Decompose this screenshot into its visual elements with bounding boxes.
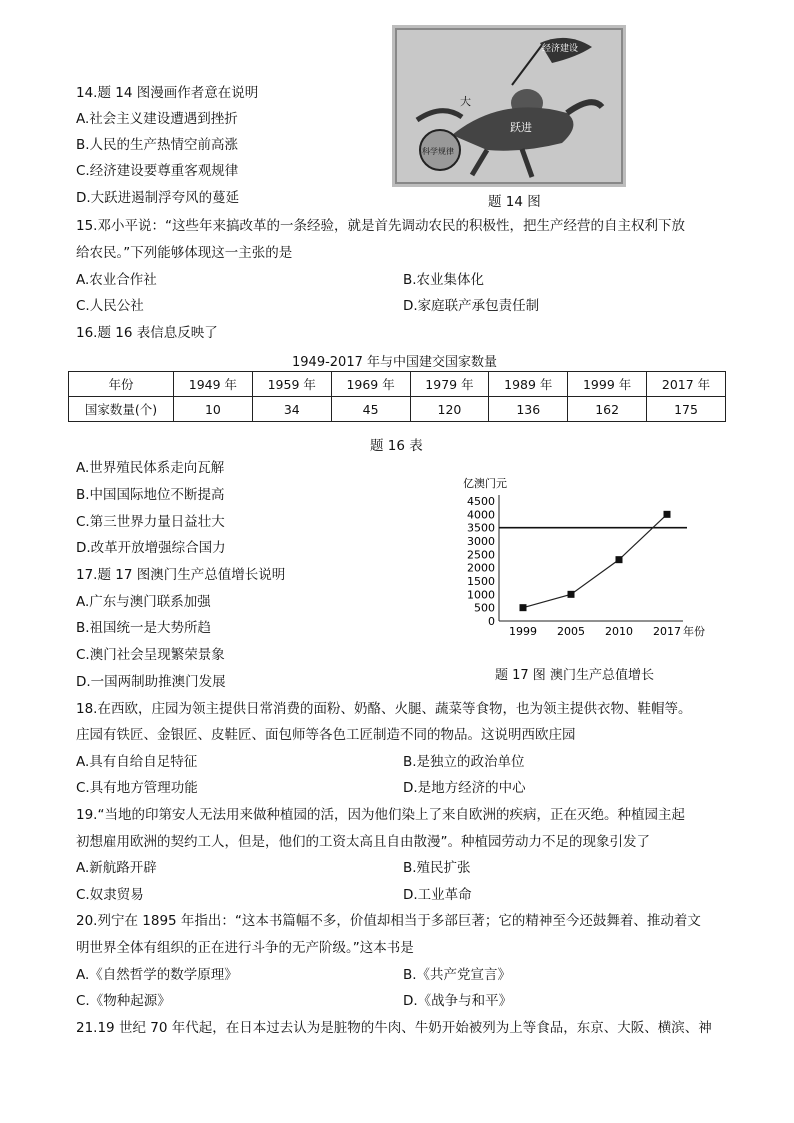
y-tick-label: 2500 — [467, 548, 495, 562]
data-point — [664, 511, 671, 518]
data-point — [616, 556, 623, 563]
q19-option-a: A.新航路开辟 — [76, 860, 157, 876]
q16-option-a: A.世界殖民体系走向瓦解 — [76, 460, 225, 476]
count-cell: 136 — [489, 397, 568, 422]
q18-option-d: D.是地方经济的中心 — [403, 780, 526, 796]
q20-option-a: A.《自然哲学的数学原理》 — [76, 967, 238, 983]
row-header-count: 国家数量(个) — [69, 397, 174, 422]
q14-option-b: B.人民的生产热情空前高涨 — [76, 137, 239, 153]
q17-option-a: A.广东与澳门联系加强 — [76, 594, 211, 610]
q16-table-title: 1949-2017 年与中国建交国家数量 — [292, 355, 497, 370]
q14-option-a: A.社会主义建设遭遇到挫折 — [76, 111, 238, 127]
y-tick-label: 1500 — [467, 575, 495, 588]
q17-figure-caption: 题 17 图 澳门生产总值增长 — [495, 668, 654, 683]
q14-stem: 14.题 14 图漫画作者意在说明 — [76, 85, 259, 101]
table-row — [69, 372, 726, 397]
y-tick-label: 500 — [474, 601, 495, 615]
q17-option-b: B.祖国统一是大势所趋 — [76, 620, 212, 636]
count-cell: 10 — [174, 397, 253, 422]
y-tick-label: 3500 — [467, 521, 495, 535]
q16-option-c: C.第三世界力量日益壮大 — [76, 514, 225, 530]
count-cell: 120 — [410, 397, 489, 422]
year-cell: 1969 年 — [331, 372, 410, 397]
x-tick-label: 2017 — [653, 625, 681, 638]
q18-stem-line2: 庄园有铁匠、金银匠、皮鞋匠、面包师等各色工匠制造不同的物品。这说明西欧庄园 — [76, 727, 576, 743]
q15-option-a: A.农业合作社 — [76, 272, 157, 288]
count-cell: 175 — [647, 397, 726, 422]
table-row — [69, 397, 726, 422]
q16-option-d: D.改革开放增强综合国力 — [76, 540, 226, 556]
q19-option-c: C.奴隶贸易 — [76, 887, 144, 903]
row-header-year: 年份 — [69, 372, 174, 397]
q18-option-b: B.是独立的政治单位 — [403, 754, 525, 770]
q17-stem: 17.题 17 图澳门生产总值增长说明 — [76, 567, 286, 583]
q20-option-b: B.《共产党宣言》 — [403, 967, 512, 983]
x-tick-label: 1999 — [509, 625, 537, 638]
data-point — [568, 591, 575, 598]
q20-option-c: C.《物种起源》 — [76, 993, 171, 1009]
q20-option-d: D.《战争与和平》 — [403, 993, 513, 1009]
y-tick-label: 3000 — [467, 535, 495, 548]
q19-stem-line2: 初想雇用欧洲的契约工人，但是，他们的工资太高且自由散漫”。种植园劳动力不足的现象引发了 — [76, 834, 650, 850]
year-cell: 1959 年 — [252, 372, 331, 397]
q17-option-c: C.澳门社会呈现繁荣景象 — [76, 647, 225, 663]
q16-table-caption: 题 16 表 — [370, 438, 423, 454]
q18-stem-line1: 18.在西欧，庄园为领主提供日常消费的面粉、奶酪、火腿、蔬菜等食物，也为领主提供衣物、鞋帽等。 — [76, 701, 692, 717]
year-cell: 1949 年 — [174, 372, 253, 397]
year-cell: 1999 年 — [568, 372, 647, 397]
q15-option-d: D.家庭联产承包责任制 — [403, 298, 540, 314]
y-tick-label: 4500 — [467, 495, 495, 508]
x-axis-label: 年份 — [683, 625, 705, 638]
cartoon-horse-text: 大 — [460, 95, 471, 108]
q14-option-c: C.经济建设要尊重客观规律 — [76, 163, 239, 179]
q20-stem-line2: 明世界全体有组织的正在进行斗争的无产阶级。”这本书是 — [76, 940, 414, 956]
q19-option-b: B.殖民扩张 — [403, 860, 471, 876]
y-tick-label: 2000 — [467, 561, 495, 575]
q15-stem-line1: 15.邓小平说：“这些年来搞改革的一条经验，就是首先调动农民的积极性，把生产经营的自主权利下放 — [76, 218, 685, 234]
data-point — [520, 604, 527, 611]
y-tick-label: 4000 — [467, 508, 495, 522]
q16-option-b: B.中国国际地位不断提高 — [76, 487, 225, 503]
q20-stem-line1: 20.列宁在 1895 年指出：“这本书篇幅不多，价值却相当于多部巨著；它的精神至今还鼓舞着、推动着文 — [76, 913, 701, 929]
q19-stem-line1: 19.“当地的印第安人无法用来做种植园的活，因为他们染上了来自欧洲的疾病，正在灭绝。种植园主起 — [76, 807, 685, 823]
y-tick-label: 1000 — [467, 588, 495, 602]
q18-option-c: C.具有地方管理功能 — [76, 780, 198, 796]
x-tick-label: 2005 — [557, 625, 585, 638]
q15-option-c: C.人民公社 — [76, 298, 144, 314]
year-cell: 1979 年 — [410, 372, 489, 397]
q14-figure-caption: 题 14 图 — [488, 194, 541, 210]
year-cell: 1989 年 — [489, 372, 568, 397]
q15-stem-line2: 给农民。”下列能够体现这一主张的是 — [76, 245, 293, 261]
y-axis-label: 亿澳门元 — [463, 477, 507, 490]
q18-option-a: A.具有自给自足特征 — [76, 754, 198, 770]
cartoon-horse2-text: 跃进 — [510, 121, 532, 134]
count-cell: 45 — [331, 397, 410, 422]
q16-stem: 16.题 16 表信息反映了 — [76, 325, 218, 341]
q21-stem-line1: 21.19 世纪 70 年代起，在日本过去认为是脏物的牛肉、牛奶开始被列为上等食品，东京、大阪、横滨、神 — [76, 1020, 712, 1036]
q14-option-d: D.大跃进遏制浮夸风的蔓延 — [76, 190, 240, 206]
cartoon-flag-text: 经济建设 — [542, 44, 579, 54]
y-tick-label: 0 — [488, 615, 495, 628]
q17-line-chart — [455, 475, 715, 655]
count-cell: 162 — [568, 397, 647, 422]
q14-cartoon-image — [392, 25, 626, 187]
year-cell: 2017 年 — [647, 372, 726, 397]
q15-option-b: B.农业集体化 — [403, 272, 485, 288]
q19-option-d: D.工业革命 — [403, 887, 472, 903]
x-tick-label: 2010 — [605, 625, 633, 638]
q16-table — [68, 371, 726, 422]
q17-option-d: D.一国两制助推澳门发展 — [76, 674, 226, 690]
cartoon-ball-text: 科学规律 — [422, 147, 454, 156]
count-cell: 34 — [252, 397, 331, 422]
